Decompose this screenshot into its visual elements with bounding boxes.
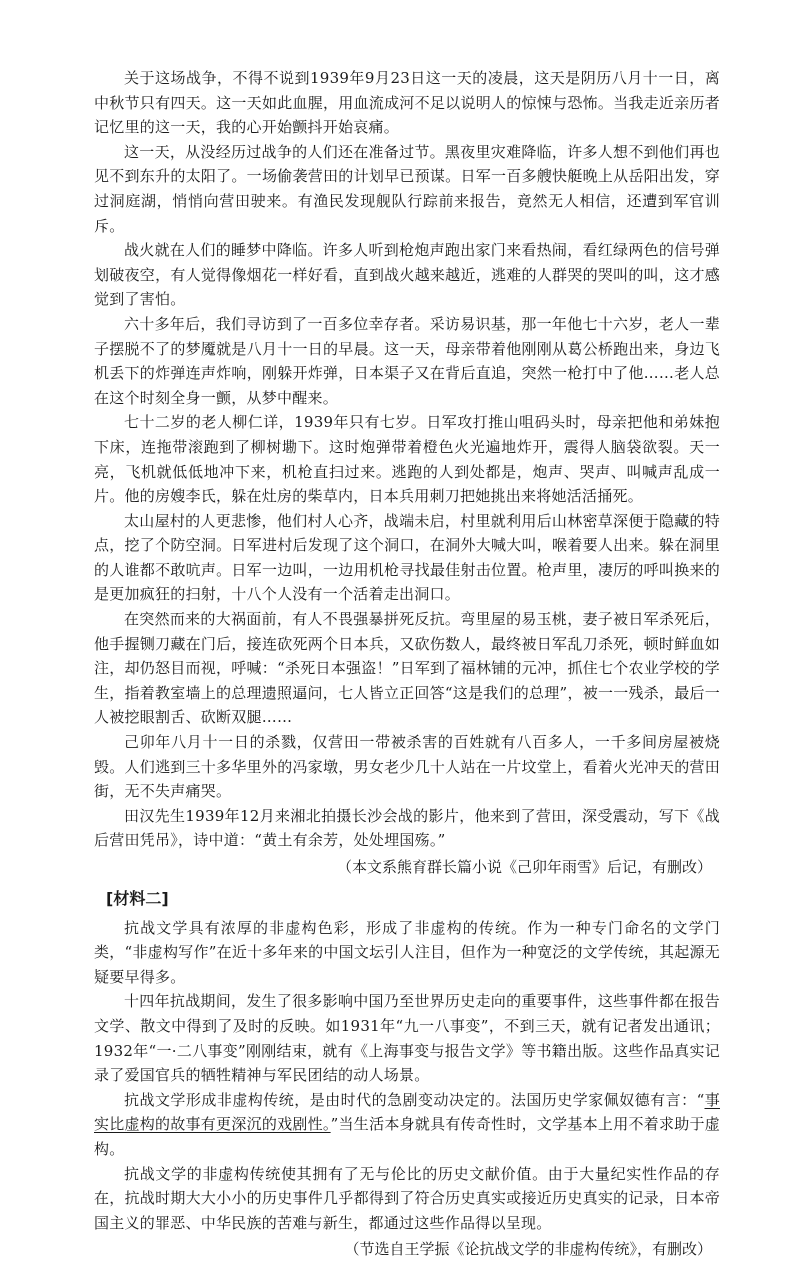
quote-trailing-text: ”当生活本身就具有传奇性时，文学基本上用不着求助于虚构。 <box>94 1115 720 1158</box>
paragraph-with-quote <box>94 1088 720 1162</box>
paragraph: 田汉先生1939年12月来湘北拍摄长沙会战的影片，他来到了营田，深受震动，写下《战后营田凭吊》，诗中道：“黄土有余芳，处处埋国殇。” <box>94 806 720 850</box>
paragraph: 七十二岁的老人柳仁详，1939年只有七岁。日军攻打推山咀码头时，母亲把他和弟妹抱下床，连拖带滚跑到了柳树墈下。这时炮弹带着橙色火光遍地炸开，震得人脑袋欲裂。天一亮，飞机就低低地冲下来，机枪直扫过来。逃跑的人到处都是，炮声、哭声、叫喊声乱成一片。他的房嫂李氏，躲在灶房的柴草内，日本兵用刺刀把她挑出来将她活活捅死。 <box>94 413 720 506</box>
section-heading: [材料二] <box>106 888 169 908</box>
paragraph: 十四年抗战期间，发生了很多影响中国乃至世界历史走向的重要事件，这些事件都在报告文学、散文中得到了及时的反映。如1931年“九一八事变”，不到三天，就有记者发出通讯；1932年“一·二八事变”刚刚结束，就有《上海事变与报告文学》等书籍出版。这些作品真实记录了爱国官兵的牺牲精神与军民团结的动人场景。 <box>94 992 720 1085</box>
underlined-quote: 事实比虚构的故事有更深沉的戏剧性。 <box>94 1090 720 1134</box>
paragraph: 关于这场战争，不得不说到1939年9月23日这一天的凌晨，这天是阴历八月十一日，离中秋节只有四天。这一天如此血腥，用血流成河不足以说明人的惊悚与恐怖。当我走近亲历者记忆里的这一天，我的心开始颤抖开始哀痛。 <box>94 69 720 137</box>
paragraph: 抗战文学具有浓厚的非虚构色彩，形成了非虚构的传统。作为一种专门命名的文学门类，“非虚构写作”在近十多年来的中国文坛引人注目，但作为一种宽泛的文学传统，其起源无疑要早得多。 <box>94 918 720 986</box>
paragraph: 这一天，从没经历过战争的人们还在准备过节。黑夜里灾难降临，许多人想不到他们再也见不到东升的太阳了。一场偷袭营田的计划早已预谋。日军一百多艘快艇晚上从岳阳出发，穿过洞庭湖，悄悄向营田驶来。有渔民发现舰队行踪前来报告，竟然无人相信，还遭到军官训斥。 <box>94 142 720 235</box>
quote-lead-text: 抗战文学形成非虚构传统，是由时代的急剧变动决定的。法国历史学家佩奴德有言：“ <box>124 1090 705 1109</box>
paragraph: 在突然而来的大祸面前，有人不畏强暴拼死反抗。弯里屋的易玉桃，妻子被日军杀死后，他手握铡刀藏在门后，接连砍死两个日本兵，又砍伤数人，最终被日军乱刀杀死，顿时鲜血如注，却仍怒目而视，呼喊：“杀死日本强盗！”日军到了福林铺的元冲，抓住七个农业学校的学生，指着教室墙上的总理遗照逼问，七人皆立正回答“这是我们的总理”，被一一残杀，最后一人被挖眼割舌、砍断双腿…… <box>94 610 720 727</box>
paragraph: 战火就在人们的睡梦中降临。许多人听到枪炮声跑出家门来看热闹，看红绿两色的信号弹划破夜空，有人觉得像烟花一样好看，直到战火越来越近，逃难的人群哭的哭叫的叫，这才感觉到了害怕。 <box>94 241 720 309</box>
paragraph: 己卯年八月十一日的杀戮，仅营田一带被杀害的百姓就有八百多人，一千多间房屋被烧毁。人们逃到三十多华里外的冯家墩，男女老少几十人站在一片坟堂上，看着火光冲天的营田街，无不失声痛哭。 <box>94 733 720 801</box>
paragraph: 太山屋村的人更悲惨，他们村人心齐，战端未启，村里就利用后山林密草深便于隐藏的特点，挖了个防空洞。日军进村后发现了这个洞口，在洞外大喊大叫，喉着要人出来。躲在洞里的人谁都不敢吭声。日军一边叫，一边用机枪寻找最佳射击位置。枪声里，凄厉的呼叫换来的是更加疯狂的扫射，十八个人没有一个活着走出洞口。 <box>94 511 720 604</box>
material-one <box>94 66 720 880</box>
paragraph: 抗战文学的非虚构传统使其拥有了无与伦比的历史文献价值。由于大量纪实性作品的存在，抗战时期大大小小的历史事件几乎都得到了符合历史真实或接近历史真实的记录，日本帝国主义的罪恶、中华民族的苦难与新生，都通过这些作品得以呈现。 <box>94 1164 720 1232</box>
text-column <box>94 66 720 1262</box>
source-citation: （节选自王学振《论抗战文学的非虚构传统》，有删改） <box>344 1240 712 1259</box>
material-two <box>94 886 720 1262</box>
source-citation: （本文系熊育群长篇小说《己卯年雨雪》后记，有删改） <box>336 858 712 876</box>
paragraph: 六十多年后，我们寻访到了一百多位幸存者。采访易识基，那一年他七十六岁，老人一辈子摆脱不了的梦魇就是八月十一日的早晨。这一天，母亲带着他刚刚从葛公桥跑出来，身边飞机丢下的炸弹连声炸响，刚躲开炸弹，日本渠子又在背后直追，突然一枪打中了他……老人总在这个时刻全身一颤，从梦中醒来。 <box>94 314 720 407</box>
